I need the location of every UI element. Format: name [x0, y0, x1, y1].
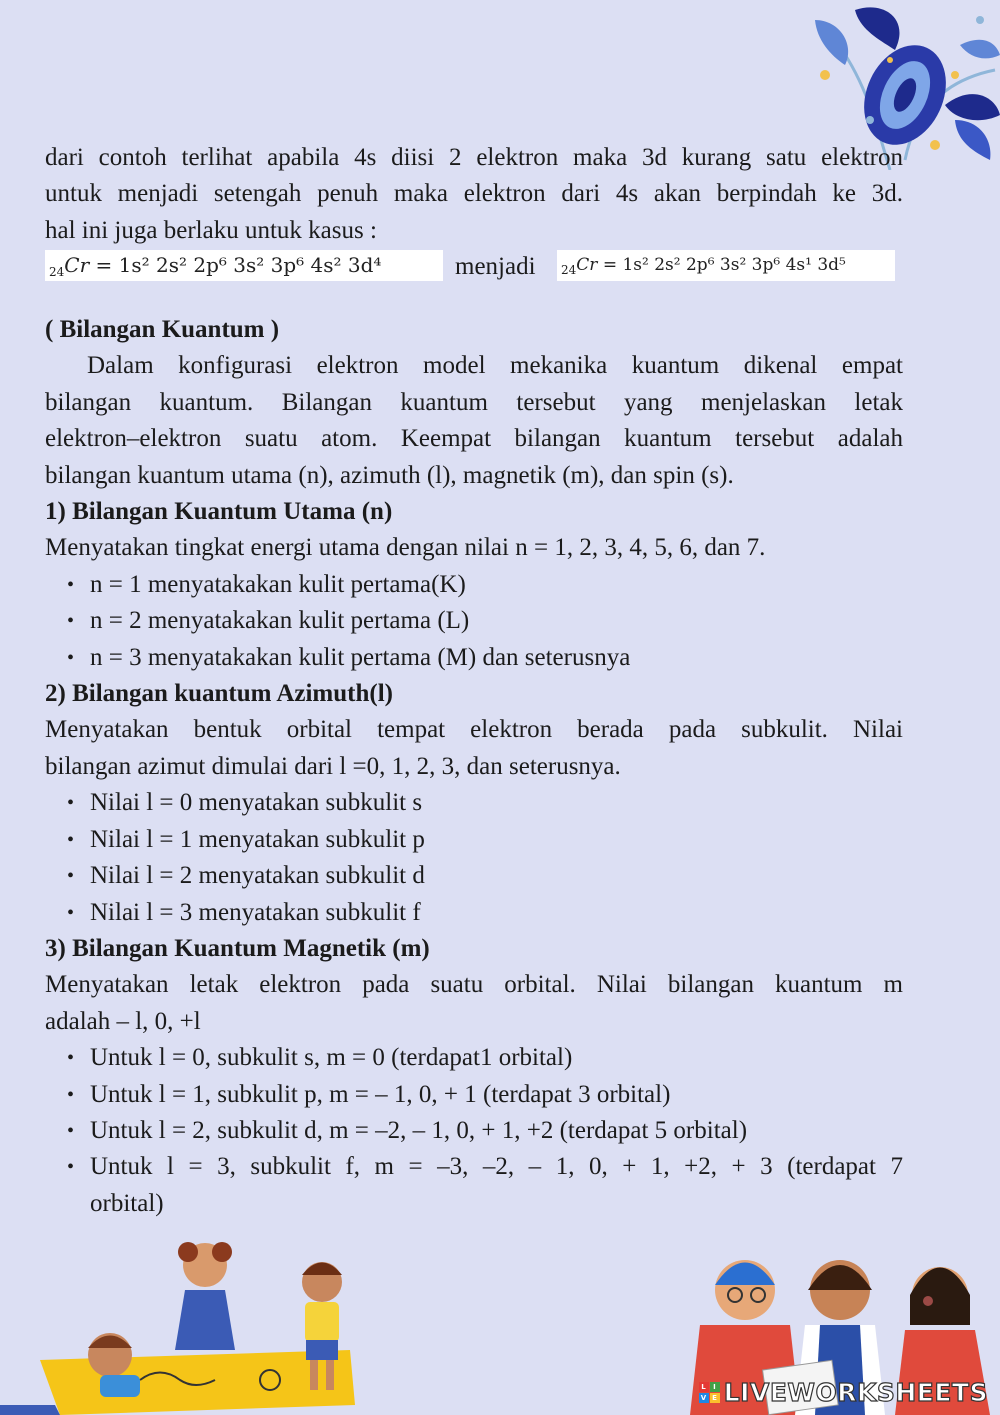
list-item-line: orbital) [90, 1189, 164, 1217]
desc-kuantum-magnetik: Menyatakan letak elektron pada suatu orbital. Nilai bilangan kuantum m [45, 971, 903, 999]
formula-config: = 1s² 2s² 2p⁶ 3s² 3p⁶ 4s¹ 3d⁵ [602, 255, 846, 276]
formula-element: Cr [576, 255, 598, 276]
watermark-text: LIVEWORKSHEETS [723, 1378, 988, 1407]
list-kuantum-magnetik [45, 1040, 903, 1222]
paragraph-line: elektron–elektron suatu atom. Keempat bilangan kuantum tersebut adalah [45, 425, 903, 453]
list-item: • Nilai l = 1 menyatakan subkulit p [45, 822, 903, 858]
logo-letter: E [710, 1393, 720, 1403]
formula-after [557, 250, 895, 281]
heading-kuantum-magnetik: 3) Bilangan Kuantum Magnetik (m) [45, 934, 430, 962]
intro-line: hal ini juga berlaku untuk kasus : [45, 216, 377, 244]
formula-row [45, 249, 903, 285]
paragraph-line: Dalam konfigurasi elektron model mekanika kuantum dikenal empat [87, 352, 903, 380]
paragraph-line: bilangan kuantum utama (n), azimuth (l), magnetik (m), dan spin (s). [45, 461, 734, 489]
paragraph-line: bilangan kuantum. Bilangan kuantum tersebut yang menjelaskan letak [45, 388, 903, 416]
liveworksheets-logo-icon [699, 1382, 720, 1403]
desc-kuantum-azimuth: bilangan azimut dimulai dari l =0, 1, 2, 3, dan seterusnya. [45, 752, 621, 780]
formula-connector: menjadi [455, 253, 536, 281]
formula-element: Cr [64, 253, 90, 278]
list-item: • n = 1 menyatakakan kulit pertama(K) [45, 567, 903, 603]
intro-line: untuk menjadi setengah penuh maka elektron dari 4s akan berpindah ke 3d. [45, 180, 903, 208]
list-item-line: • Untuk l = 3, subkulit f, m = –3, –2, – 1, 0, + 1, +2, + 3 (terdapat 7 [90, 1153, 903, 1181]
formula-before [45, 250, 443, 281]
list-kuantum-azimuth [45, 785, 903, 931]
list-item: • Nilai l = 0 menyatakan subkulit s [45, 785, 903, 821]
logo-letter: I [710, 1382, 720, 1392]
desc-kuantum-azimuth: Menyatakan bentuk orbital tempat elektron berada pada subkulit. Nilai [45, 716, 903, 744]
heading-kuantum-utama: 1) Bilangan Kuantum Utama (n) [45, 498, 393, 526]
desc-kuantum-utama: Menyatakan tingkat energi utama dengan nilai n = 1, 2, 3, 4, 5, 6, dan 7. [45, 534, 766, 562]
list-item [45, 1149, 903, 1222]
formula-subscript: 24 [561, 263, 577, 278]
formula-subscript: 24 [49, 265, 65, 280]
intro-text [45, 140, 903, 286]
list-item: • Nilai l = 3 menyatakan subkulit f [45, 895, 903, 931]
intro-line: dari contoh terlihat apabila 4s diisi 2 elektron maka 3d kurang satu elektron [45, 144, 903, 171]
list-item: • Nilai l = 2 menyatakan subkulit d [45, 858, 903, 894]
list-item: • Untuk l = 1, subkulit p, m = – 1, 0, + 1 (terdapat 3 orbital) [45, 1077, 903, 1113]
list-item: • Untuk l = 0, subkulit s, m = 0 (terdapat1 orbital) [45, 1040, 903, 1076]
desc-kuantum-magnetik: adalah – l, 0, +l [45, 1007, 201, 1035]
heading-kuantum-azimuth: 2) Bilangan kuantum Azimuth(l) [45, 680, 393, 708]
main-content [45, 312, 903, 1222]
section-title: ( Bilangan Kuantum ) [45, 316, 280, 343]
formula-config: = 1s² 2s² 2p⁶ 3s² 3p⁶ 4s² 3d⁴ [95, 253, 382, 278]
list-item: • Untuk l = 2, subkulit d, m = –2, – 1, 0, + 1, +2 (terdapat 5 orbital) [45, 1113, 903, 1149]
logo-letter: L [699, 1382, 709, 1392]
kids-drawing-illustration-icon [0, 1240, 360, 1415]
list-kuantum-utama [45, 567, 903, 676]
list-item: • n = 2 menyatakakan kulit pertama (L) [45, 603, 903, 639]
list-item: • n = 3 menyatakakan kulit pertama (M) dan seterusnya [45, 640, 903, 676]
logo-letter: V [699, 1393, 709, 1403]
liveworksheets-watermark [699, 1378, 988, 1407]
